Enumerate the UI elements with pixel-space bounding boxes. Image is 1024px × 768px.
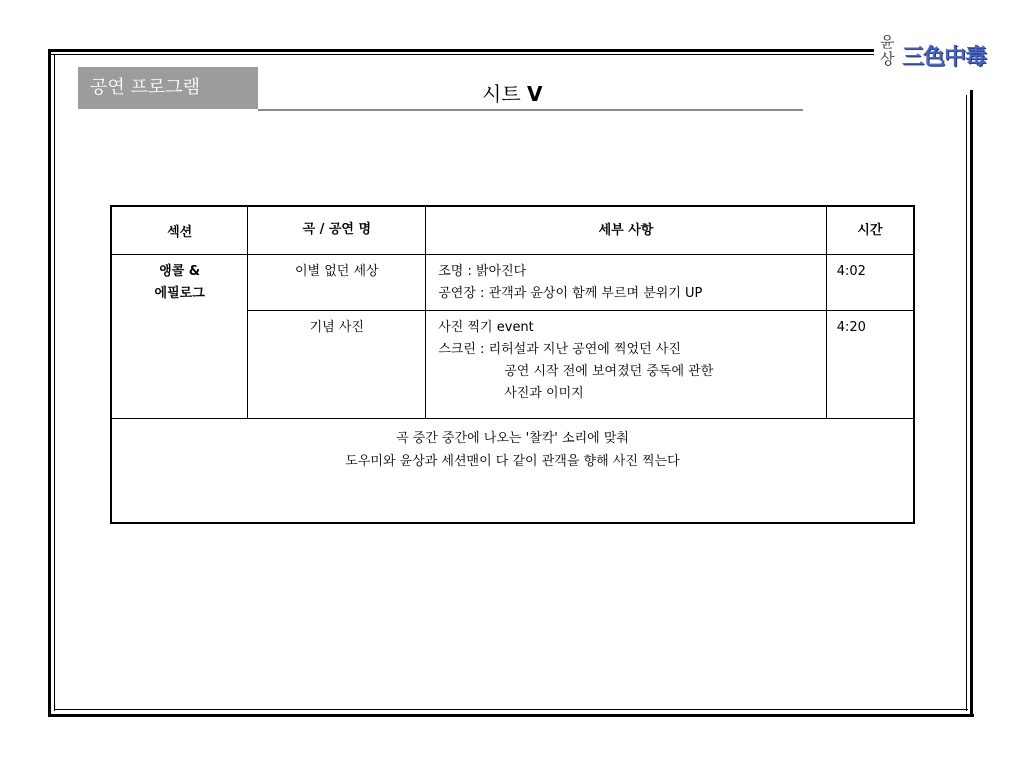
- frame-border-top: [48, 49, 874, 52]
- song-cell: 기념 사진: [248, 311, 426, 419]
- frame-border-right-inner: [966, 95, 967, 711]
- details-cell: [426, 311, 826, 419]
- detail-line: 스크린 : 리허설과 지난 공연에 찍었던 사진: [438, 342, 681, 357]
- page-title-numeral: V: [527, 82, 543, 106]
- detail-line: 사진 찍기 event: [438, 320, 534, 335]
- time-cell: 4:02: [826, 255, 914, 311]
- detail-line: 사진과 이미지: [504, 386, 584, 401]
- section-line-1: 앵콜 &: [159, 264, 201, 279]
- frame-border-left-inner: [54, 54, 55, 711]
- section-line-2: 에필로그: [154, 286, 205, 301]
- section-cell: [111, 255, 248, 419]
- table-header-row: [111, 206, 914, 255]
- header-song: 곡 / 공연 명: [248, 206, 426, 255]
- page-title-prefix: 시트: [482, 82, 521, 106]
- frame-border-bottom: [48, 714, 974, 717]
- table-row: [111, 255, 914, 311]
- detail-line: 조명 : 밝아진다: [438, 264, 527, 279]
- section-tag: 공연 프로그램: [78, 67, 258, 109]
- frame-border-right: [970, 90, 973, 717]
- page-title: [482, 78, 542, 107]
- frame-border-bottom-inner: [54, 709, 968, 710]
- note-row: [111, 419, 914, 524]
- detail-line: 공연장 : 관객과 윤상이 함께 부르며 분위기 UP: [438, 286, 703, 301]
- note-line: 도우미와 윤상과 세션맨이 다 같이 관객을 향해 사진 찍는다: [345, 454, 680, 469]
- schedule-table: [110, 205, 915, 524]
- note-line: 곡 중간 중간에 나오는 '찰칵' 소리에 맞춰: [396, 431, 629, 446]
- logo-main-text: 三色中毒: [902, 44, 987, 70]
- note-cell: [111, 419, 914, 524]
- header-section: 섹션: [111, 206, 248, 255]
- detail-line: 공연 시작 전에 보여졌던 중독에 관한: [504, 364, 714, 379]
- frame-border-top-inner: [48, 54, 874, 55]
- logo-small-top: 윤: [880, 33, 895, 51]
- title-underline: [258, 109, 803, 111]
- details-cell: [426, 255, 826, 311]
- logo-small-bottom: 상: [880, 50, 895, 68]
- time-cell: 4:20: [826, 311, 914, 419]
- frame-border-left: [48, 49, 51, 717]
- header-details: 세부 사항: [426, 206, 826, 255]
- logo: [878, 34, 1008, 82]
- header-time: 시간: [826, 206, 914, 255]
- song-cell: 이별 없던 세상: [248, 255, 426, 311]
